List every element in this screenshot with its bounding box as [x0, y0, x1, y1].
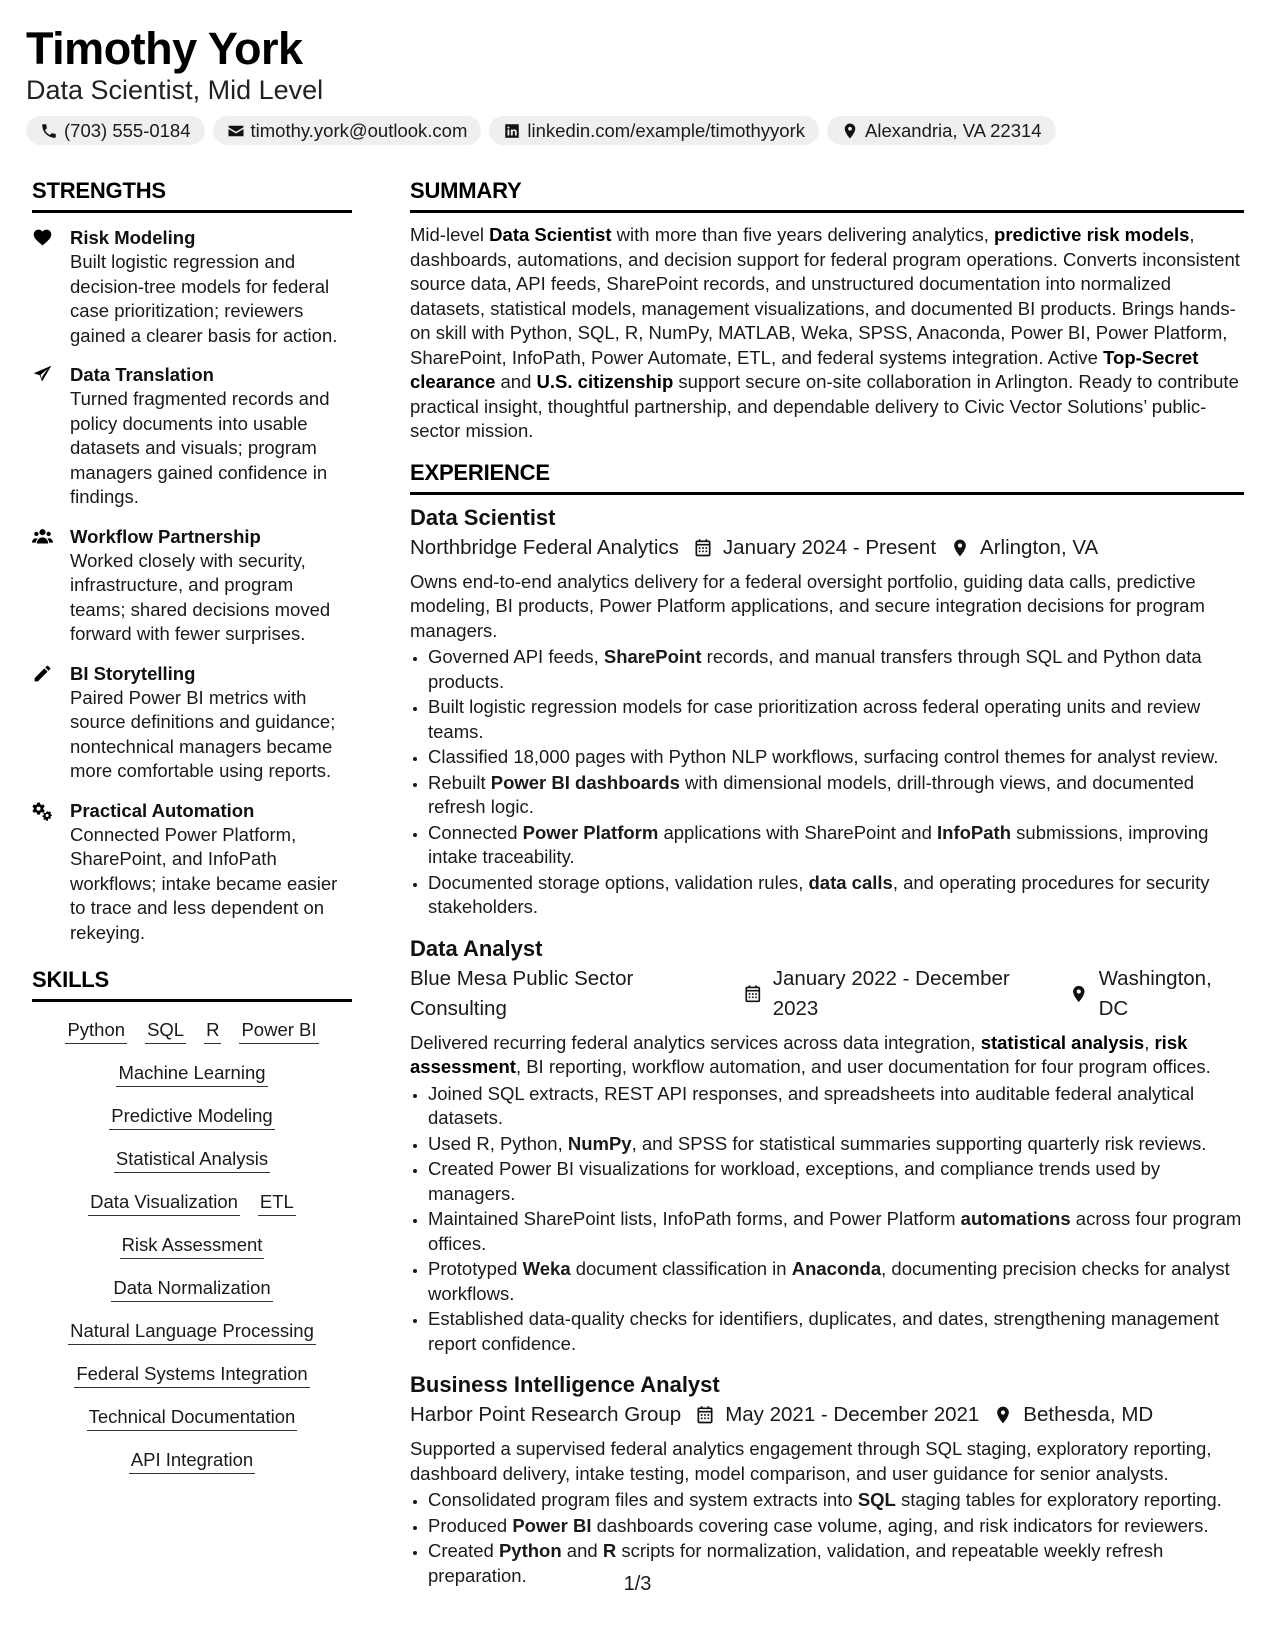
job-title: Data Analyst [410, 935, 543, 961]
strength-icon-wrap [32, 798, 70, 946]
right-column [410, 178, 1244, 1589]
emphasis-text: SQL [857, 1489, 896, 1510]
job-entry [410, 1370, 1244, 1588]
phone-icon [40, 122, 58, 140]
linkedin-text: linkedin.com/example/timothyyork [527, 119, 805, 141]
text-run: Prototyped [428, 1258, 523, 1279]
text-run: Consolidated program files and system extracts into [428, 1489, 858, 1510]
text-run: Delivered recurring federal analytics services across data integration, [410, 1031, 981, 1053]
text-run: Mid-level [410, 224, 490, 245]
text-run: Used R, Python, [428, 1132, 568, 1154]
summary-text [410, 223, 1244, 444]
text-run: Owns end-to-end analytics delivery for a federal oversight portfolio, guiding data calls, predictive modeling, BI products, Power Platform applications, and secure integration decisions for program managers. [410, 570, 1205, 641]
text-run: document classification in [570, 1258, 792, 1279]
strengths-heading: STRENGTHS [32, 178, 352, 213]
map-pin-icon [993, 1405, 1013, 1425]
text-run: across four program offices. [428, 1208, 1242, 1254]
text-run: , BI reporting, workflow automation, and user documentation for four program offices. [515, 1056, 1211, 1077]
text-run: scripts for normalization, validation, and repeatable weekly refresh preparation. [428, 1540, 1164, 1586]
envelope-icon [227, 122, 245, 140]
skill-row [32, 1104, 352, 1130]
experience-heading: EXPERIENCE [410, 460, 1244, 495]
skill-tag: Natural Language Processing [68, 1319, 316, 1345]
phone-chip[interactable] [26, 116, 205, 145]
job-bullet [428, 695, 1244, 744]
emphasis-text: risk assessment [410, 1031, 1188, 1077]
company-name: Northbridge Federal Analytics [410, 535, 679, 559]
text-run: Built logistic regression models for case prioritization across federal operating units and review teams. [428, 696, 1201, 742]
strength-name: Data Translation [70, 364, 214, 385]
job-meta [410, 964, 1244, 1024]
job-bullet [428, 745, 1244, 770]
strength-description: Paired Power BI metrics with source definitions and guidance; nontechnical managers became more comfortable using reports. [70, 686, 336, 781]
strength-icon-wrap [32, 225, 70, 348]
strength-item [32, 524, 352, 647]
map-pin-icon [950, 538, 970, 558]
summary-heading: SUMMARY [410, 178, 1244, 213]
text-run: with more than five years delivering analytics, [611, 224, 995, 245]
text-run: Governed API feeds, [428, 646, 604, 667]
skill-tag: Data Visualization [88, 1190, 240, 1216]
pencil-icon [32, 663, 53, 684]
skills-list [32, 1018, 352, 1474]
emphasis-text: predictive risk models [994, 224, 1190, 245]
emphasis-text: automations [960, 1208, 1071, 1229]
job-dates: May 2021 - December 2021 [725, 1403, 980, 1426]
emphasis-text: Anaconda [791, 1258, 882, 1279]
resume-header [26, 22, 1249, 145]
emphasis-text: SharePoint [603, 646, 702, 667]
text-run: , documenting precision checks for analyst workflows. [428, 1258, 1230, 1304]
strength-description: Turned fragmented records and policy documents into usable datasets and visuals; program managers gained confidence in findings. [70, 388, 330, 507]
job-bullet [428, 1157, 1244, 1206]
map-pin-icon [1069, 984, 1089, 1004]
job-bullet [428, 1207, 1244, 1256]
job-bullet [428, 645, 1244, 694]
strength-item [32, 798, 352, 946]
phone-text: (703) 555-0184 [64, 119, 191, 141]
job-entry [410, 934, 1244, 1357]
skill-tag: Federal Systems Integration [74, 1362, 309, 1388]
text-run: , [1144, 1031, 1155, 1053]
strength-name: Risk Modeling [70, 227, 196, 248]
emphasis-text: Python [498, 1540, 562, 1561]
job-intro [410, 1437, 1244, 1486]
strength-icon-wrap [32, 362, 70, 510]
contact-bar [26, 116, 1249, 145]
job-title: Business Intelligence Analyst [410, 1372, 720, 1397]
skill-row [32, 1190, 352, 1216]
job-title: Data Scientist [410, 504, 556, 530]
skill-tag: Machine Learning [116, 1061, 267, 1087]
gears-icon [32, 800, 53, 821]
strength-name: Workflow Partnership [70, 525, 261, 547]
job-bullet [428, 771, 1244, 820]
skill-row [32, 1147, 352, 1173]
map-pin-icon [841, 122, 859, 140]
text-run: Produced [428, 1514, 513, 1536]
users-icon [32, 526, 53, 547]
linkedin-icon [503, 122, 521, 140]
skill-tag: Statistical Analysis [114, 1147, 270, 1173]
page-number: 1/3 [623, 1573, 652, 1595]
emphasis-text: data calls [808, 871, 893, 893]
job-bullet [428, 1132, 1244, 1157]
strength-icon-wrap [32, 661, 70, 784]
jobs-list [410, 503, 1244, 1589]
job-location: Bethesda, MD [1023, 1403, 1154, 1426]
skill-tag: Risk Assessment [120, 1233, 265, 1259]
email-chip[interactable] [213, 116, 482, 145]
job-location: Arlington, VA [980, 535, 1099, 559]
skill-tag: ETL [258, 1190, 296, 1216]
strength-name: BI Storytelling [70, 662, 196, 684]
skill-tag: R [204, 1018, 221, 1044]
job-bullets [410, 1082, 1244, 1357]
left-column [32, 178, 352, 1491]
strength-item [32, 362, 352, 510]
strength-text [70, 524, 352, 647]
skill-tag: Technical Documentation [87, 1405, 298, 1431]
text-run: Joined SQL extracts, REST API responses, and spreadsheets into auditable federal analytical datasets. [428, 1082, 1195, 1128]
skill-tag: Python [65, 1018, 127, 1044]
strength-item [32, 225, 352, 348]
text-run: Classified 18,000 pages with Python NLP workflows, surfacing control themes for analyst review. [428, 746, 1219, 767]
emphasis-text: Top-Secret clearance [410, 346, 1199, 392]
skill-row [32, 1405, 352, 1431]
job-bullets [410, 645, 1244, 920]
calendar-icon [695, 1405, 715, 1425]
strength-name: Practical Automation [70, 799, 255, 821]
skill-tag: API Integration [129, 1448, 255, 1474]
text-run: dashboards covering case volume, aging, and risk indicators for reviewers. [591, 1514, 1209, 1536]
skill-row [32, 1362, 352, 1388]
job-meta [410, 533, 1244, 563]
text-run: , and operating procedures for security stakeholders. [428, 871, 1210, 917]
company-name: Harbor Point Research Group [410, 1403, 682, 1426]
candidate-title: Data Scientist, Mid Level [26, 75, 324, 105]
emphasis-text: R [602, 1540, 617, 1561]
job-bullet [428, 1514, 1244, 1539]
emphasis-text: Power Platform [522, 821, 659, 843]
text-run: Created Power BI visualizations for workload, exceptions, and compliance trends used by managers. [428, 1158, 1161, 1204]
skill-row [32, 1448, 352, 1474]
text-run: Connected [428, 821, 523, 843]
calendar-icon [693, 538, 713, 558]
text-run: applications with SharePoint and [658, 821, 938, 843]
text-run: , dashboards, automations, and decision support for federal program operations. Converts inconsistent source data, API feeds, SharePoint records, and unstructured documentation into normalized datasets, statistical models, management visualizations, and documented BI products. Brings hands-on skill with Python, SQL, R, NumPy, MATLAB, Weka, SPSS, Anaconda, Power BI, Power Platform, SharePoint, InfoPath, Power Automate, ETL, and federal systems integration. Active [410, 224, 1240, 368]
heart-icon [32, 227, 53, 248]
strength-description: Worked closely with security, infrastructure, and program teams; shared decisions moved forward with fewer surprises. [70, 549, 331, 644]
linkedin-chip[interactable] [489, 116, 819, 145]
text-run: submissions, improving intake traceability. [428, 821, 1209, 867]
job-intro [410, 1031, 1244, 1080]
text-run: Supported a supervised federal analytics engagement through SQL staging, exploratory reporting, dashboard delivery, intake testing, model comparison, and user guidance for senior analysts. [410, 1438, 1212, 1484]
email-text: timothy.york@outlook.com [250, 119, 468, 141]
location-text: Alexandria, VA 22314 [865, 119, 1042, 141]
paper-plane-icon [32, 364, 53, 385]
text-run: records, and manual transfers through SQL and Python data products. [428, 646, 1202, 692]
strength-icon-wrap [32, 524, 70, 647]
emphasis-text: Weka [522, 1258, 571, 1279]
text-run: , and SPSS for statistical summaries supporting quarterly risk reviews. [631, 1132, 1207, 1154]
location-chip [827, 116, 1056, 145]
strengths-list [32, 225, 352, 945]
emphasis-text: Power BI [512, 1514, 592, 1536]
strength-text [70, 362, 352, 510]
job-location: Washington, DC [1098, 966, 1212, 1020]
calendar-icon [743, 984, 763, 1004]
text-run: staging tables for exploratory reporting. [895, 1489, 1222, 1510]
emphasis-text: statistical analysis [980, 1031, 1145, 1053]
job-intro [410, 570, 1244, 644]
text-run: with dimensional models, drill-through views, and documented refresh logic. [428, 771, 1195, 817]
job-bullet [428, 821, 1244, 870]
text-run: Created [428, 1540, 499, 1561]
skills-heading: SKILLS [32, 967, 352, 1002]
company-name: Blue Mesa Public Sector Consulting [410, 966, 634, 1020]
text-run: and [561, 1540, 603, 1561]
skill-row [32, 1018, 352, 1044]
text-run: Rebuilt [428, 771, 491, 793]
skill-row [32, 1276, 352, 1302]
strength-item [32, 661, 352, 784]
emphasis-text: NumPy [567, 1132, 632, 1154]
emphasis-text: U.S. citizenship [536, 371, 674, 392]
skill-row [32, 1319, 352, 1345]
emphasis-text: Data Scientist [489, 224, 612, 245]
skill-tag: Data Normalization [111, 1276, 272, 1302]
job-dates: January 2024 - Present [722, 535, 937, 559]
skill-tag: SQL [145, 1018, 186, 1044]
job-entry [410, 503, 1244, 920]
job-meta [410, 1400, 1244, 1430]
text-run: and [495, 371, 537, 392]
job-bullet [428, 1307, 1244, 1356]
text-run: Maintained SharePoint lists, InfoPath forms, and Power Platform [428, 1208, 961, 1229]
text-run: support secure on-site collaboration in Arlington. Ready to contribute practical insight, thoughtful partnership, and dependable delivery to Civic Vector Solutions’ public-sector mission. [410, 371, 1239, 441]
skill-tag: Predictive Modeling [109, 1104, 274, 1130]
job-bullet [428, 1082, 1244, 1131]
job-bullet [428, 1257, 1244, 1306]
skill-row [32, 1061, 352, 1087]
emphasis-text: Power BI dashboards [490, 771, 680, 793]
text-run: Documented storage options, validation rules, [428, 871, 809, 893]
text-run: Established data-quality checks for identifiers, duplicates, and dates, strengthening management report confidence. [428, 1308, 1219, 1354]
job-bullet [428, 1488, 1244, 1513]
strength-description: Built logistic regression and decision-tree models for federal case prioritization; reviewers gained a clearer basis for action. [70, 251, 338, 346]
skill-row [32, 1233, 352, 1259]
candidate-name: Timothy York [26, 23, 303, 74]
strength-text [70, 798, 352, 946]
strength-text [70, 225, 352, 348]
job-bullet [428, 871, 1244, 920]
strength-description: Connected Power Platform, SharePoint, and InfoPath workflows; intake became easier to trace and less dependent on rekeying. [70, 823, 338, 943]
emphasis-text: InfoPath [937, 821, 1012, 843]
strength-text [70, 661, 352, 784]
skill-tag: Power BI [239, 1018, 318, 1044]
job-dates: January 2022 - December 2023 [772, 966, 1010, 1020]
